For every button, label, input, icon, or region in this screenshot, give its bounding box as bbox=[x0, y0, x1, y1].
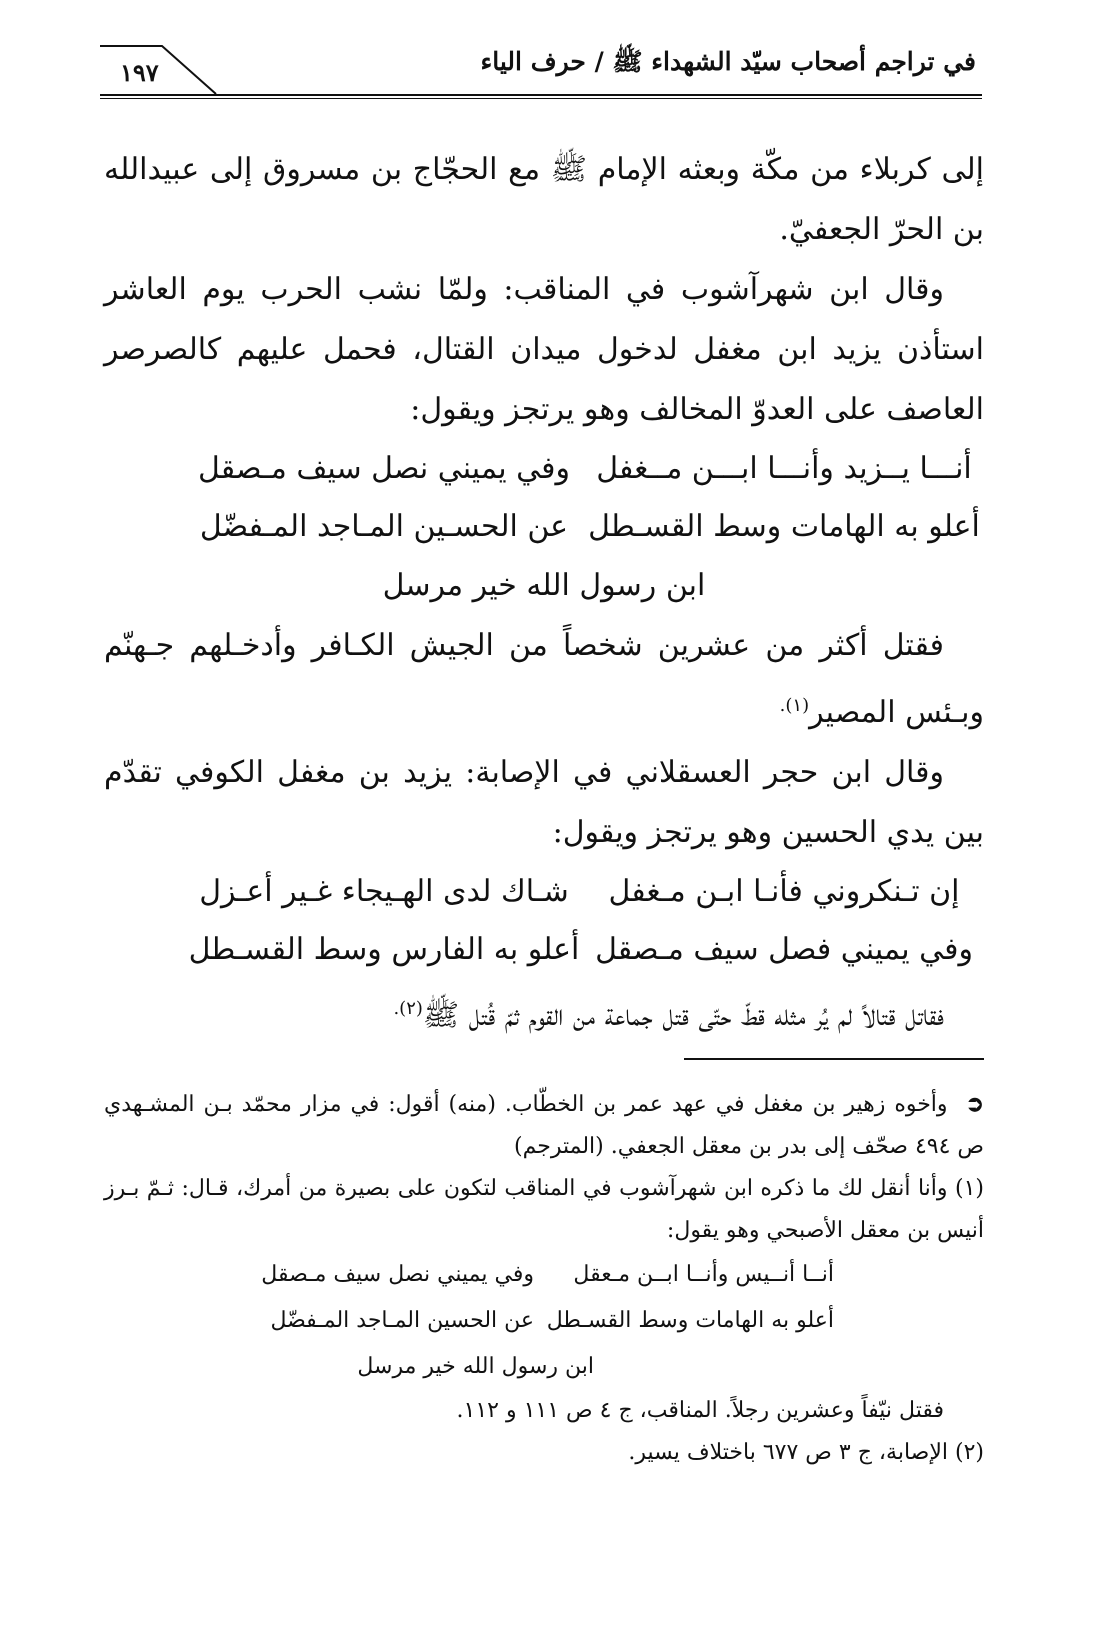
footnote-ref-2: (٢). bbox=[393, 998, 423, 1019]
paragraph-4: وقال ابن حجر العسقلاني في الإصابة: يزيد بن مغفل الكوفي تقدّم بين يدي الحسين وهو يرتجز ويقول: bbox=[104, 755, 984, 850]
footnote-1 bbox=[104, 1168, 984, 1252]
paragraph-3-text: فقتل أكثر من عشرين شخصاً من الجيش الكـافر وأدخـلهم جـهنّم وبـئس المصير bbox=[104, 628, 984, 730]
hemistich: وفي يميني فصل سيف مـصقل bbox=[595, 932, 973, 967]
hemistich: أنـــا يــزيد وأنـــا ابـــن مــغفل bbox=[596, 451, 972, 486]
header-rule-thin bbox=[100, 98, 982, 99]
header-rule bbox=[100, 94, 982, 96]
paragraph-5 bbox=[104, 979, 984, 1046]
hemistich: وفي يميني نصل سيف مـصقل bbox=[261, 1262, 534, 1287]
header-tab-shape bbox=[100, 44, 220, 96]
paragraph-2: وقال ابن شهرآشوب في المناقب: ولمّا نشب الحرب يوم العاشر استأذن يزيد ابن مغفل لدخول ميدان القتال، فحمل عليهم كالصرصر العاصف على العدوّ المخالف وهو يرتجز ويقول: bbox=[104, 272, 984, 427]
footnote-1-end: فقتل نيّفاً وعشرين رجلاً. المناقب، ج ٤ ص ١١١ و ١١٢. bbox=[456, 1398, 944, 1423]
footnote-2-label: (٢) bbox=[954, 1440, 984, 1465]
main-text bbox=[104, 140, 984, 1046]
verse-line-4 bbox=[104, 921, 984, 979]
paragraph-1: إلى كربلاء من مكّة وبعثه الإمام ﷺ مع الحجّاج بن مسروق إلى عبيدالله بن الحرّ الجعفيّ. bbox=[104, 152, 984, 247]
footnote-verse-single: ابن رسول الله خير مرسل bbox=[357, 1354, 594, 1379]
verse-line-3 bbox=[104, 863, 984, 921]
paragraph-5-text: فقاتل قتالاً لم يُر مثله قطّ حتّى قتل جماعة من القوم ثمّ قُتل ﷺ bbox=[422, 998, 944, 1033]
paragraph-3 bbox=[104, 616, 984, 743]
hemistich: أعلو به الفارس وسط القسـطل bbox=[188, 932, 580, 967]
footnote-ref-1: (١). bbox=[779, 695, 810, 716]
continuation-arrow-icon: ➲ bbox=[965, 1091, 984, 1117]
footnote-verse-line-2 bbox=[104, 1298, 984, 1344]
hemistich: إن تـنكروني فأنـا ابـن مـغفل bbox=[608, 874, 960, 909]
page-number: ١٩٧ bbox=[120, 58, 159, 87]
footnote-continuation-text: وأخوه زهير بن مغفل في عهد عمر بن الخطّاب. (منه) أقول: في مزار محمّد بـن المشـهدي ص ٤٩٤ صحّف إلى بدر بن معقل الجعفي. (المترجم) bbox=[104, 1092, 984, 1159]
footnote-separator bbox=[684, 1058, 984, 1060]
footnote-2 bbox=[104, 1432, 984, 1474]
hemistich: عن الحسـين المـاجد المـفضّل bbox=[199, 509, 569, 544]
footnote-1-label: (١) bbox=[954, 1176, 984, 1201]
hemistich: وفي يميني نصل سيف مـصقل bbox=[198, 451, 570, 486]
hemistich: شـاك لدى الهـيجاء غـير أعـزل bbox=[199, 874, 569, 909]
footnote-continuation bbox=[104, 1083, 984, 1168]
hemistich: عن الحسين المـاجد المـفضّل bbox=[270, 1308, 534, 1333]
footnote-verse-line-1 bbox=[104, 1252, 984, 1298]
footnotes bbox=[104, 1083, 984, 1474]
hemistich: أنــا أنــيس وأنــا ابــن مـعقل bbox=[573, 1262, 834, 1287]
hemistich: أعلو به الهامات وسط القسـطل bbox=[588, 509, 980, 544]
verse-line-2 bbox=[104, 498, 984, 556]
running-header-title: في تراجم أصحاب سيّد الشهداء ﷺ / حرف الياء bbox=[480, 47, 976, 76]
footnote-1-text: وأنا أنقل لك ما ذكره ابن شهرآشوب في المناقب لتكون على بصيرة من أمرك، قـال: ثـمّ بـرز أنيس بن معقل الأصبحي وهو يقول: bbox=[104, 1176, 984, 1243]
footnote-2-text: الإصابة، ج ٣ ص ٦٧٧ باختلاف يسير. bbox=[628, 1440, 948, 1465]
verse-line-1 bbox=[104, 440, 984, 498]
verse-single-line: ابن رسول الله خير مرسل bbox=[382, 568, 706, 603]
hemistich: أعلو به الهامات وسط القسـطل bbox=[546, 1308, 834, 1333]
